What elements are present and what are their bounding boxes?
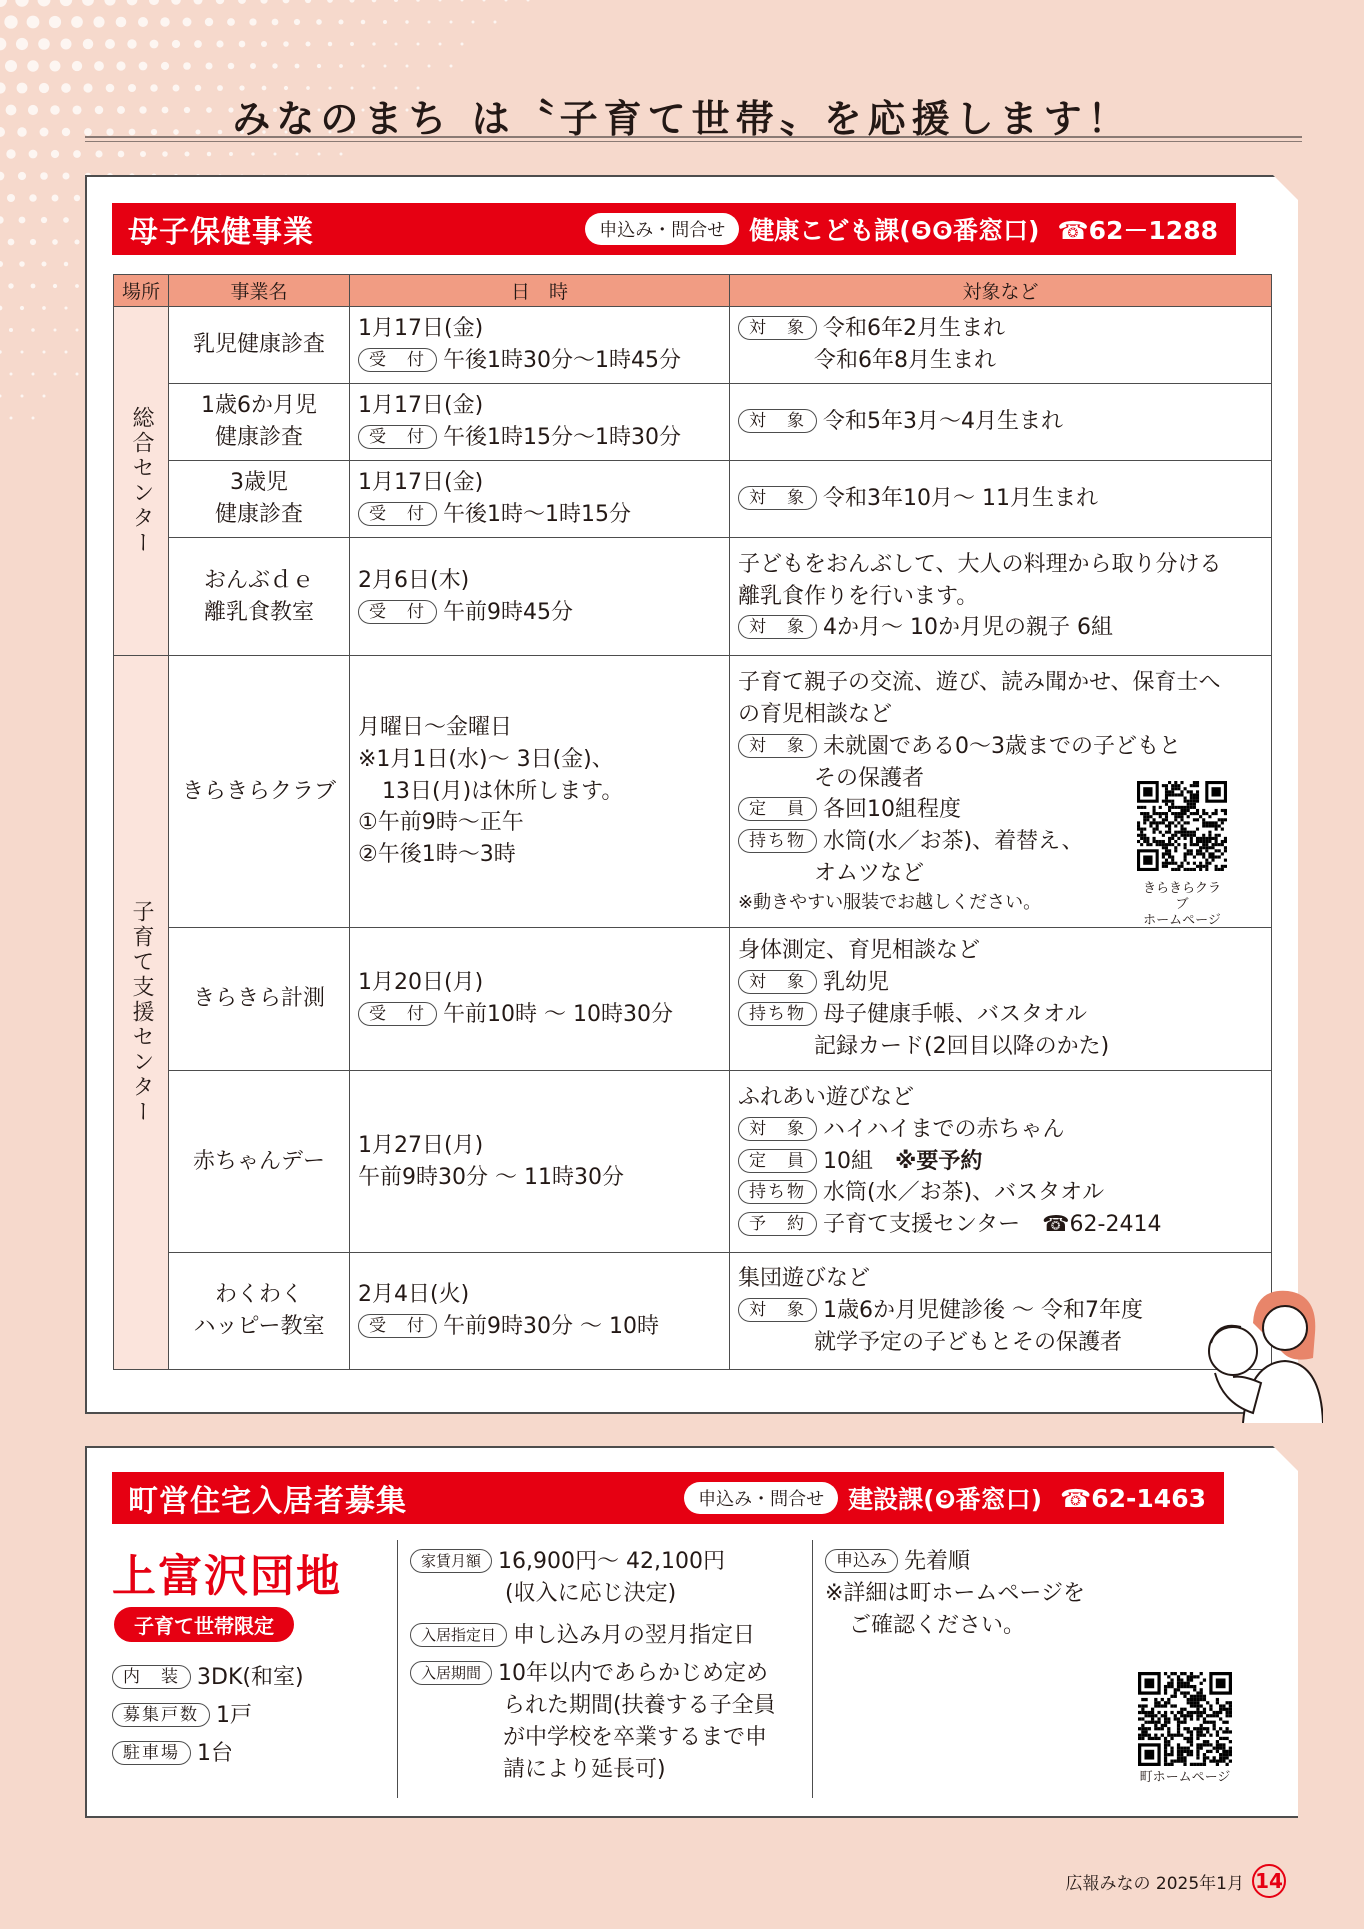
dot [316,19,322,25]
section-header [112,203,1236,255]
dot [395,43,398,46]
column-header: 事業名 [169,275,350,307]
table-row [114,1253,1272,1370]
dot [15,0,28,7]
event-name: 乳児健康診査 [169,307,350,384]
dot [328,42,332,46]
dot [31,284,36,289]
dot [384,65,387,68]
dot [439,43,442,46]
dot [0,350,2,353]
period-info: 入居期間 10年以内であらかじめ定め られた期間(扶養する子全員 が中学校を卒業するまで申 請により延長可) [410,1658,776,1786]
dot [38,38,50,50]
dot [74,195,80,201]
event-target: 子どもをおんぶして、大人の料理から取り分ける 離乳食作りを行います。 対 象 4か月～ 10か月児の親子 6組 [730,538,1272,656]
dot [450,65,453,68]
dot [93,16,104,27]
dot [428,65,431,68]
contact-tel: ☎62－1288 [1057,216,1218,245]
table-row [114,461,1272,538]
event-date: 1月20日(月) 受 付 午前10時 ～ 10時30分 [350,928,730,1071]
schedule-table [113,274,1272,1370]
dot [71,16,83,28]
dot [228,63,235,70]
dot [21,395,24,398]
town-hp-qr[interactable]: 町ホームページ [1138,1672,1232,1786]
dot [54,329,57,332]
dot [483,0,486,2]
contact-label: 申込み・問合せ [684,1482,838,1514]
dot [305,0,311,3]
dot [116,17,127,28]
dot [29,150,38,159]
dot [260,0,267,4]
dot [472,21,475,24]
dot [340,153,343,156]
event-target: 集団遊びなど 対 象 1歳6か月児健診後 ～ 令和7年度 就学予定の子どもとその保護者 [730,1253,1272,1370]
event-name: 3歳児 健康診査 [169,461,350,538]
event-target: 身体測定、育児相談など 対 象 乳幼児 持ち物 母子健康手帳、バスタオル 記録カード(2回目以降のかた) [730,928,1272,1071]
dot [172,40,180,48]
dot [0,0,7,7]
dot [0,172,4,181]
dot [63,217,69,223]
dot [50,61,61,72]
dot [42,262,47,267]
dot [261,41,267,47]
dot [229,152,233,156]
event-date: 1月27日(月) 午前9時30分 ～ 11時30分 [350,1071,730,1253]
contact-label: 申込み・問合せ [585,213,739,245]
dot [0,395,2,398]
dot [428,21,431,24]
dot [327,0,333,3]
dot [416,0,420,2]
dot [249,18,256,25]
dot [32,417,35,420]
dot [75,284,79,288]
dot [5,60,17,72]
dot [7,194,15,202]
dot [74,239,79,244]
dot [450,21,453,24]
mother-child-illustration [1193,1283,1323,1423]
dot [505,0,508,2]
dot [118,151,125,158]
page-title: みなのまち は〝子育て世帯〟を応援します！ [232,97,1132,141]
dot [238,0,246,4]
dot [27,60,38,71]
event-name: おんぶｄｅ 離乳食教室 [169,538,350,656]
dot [318,153,321,156]
apply-info: 申込み 先着順 ※詳細は町ホームページを ご確認ください。 [825,1549,1085,1638]
divider [812,1540,813,1798]
dot [160,17,169,26]
event-date: 1月17日(金) 受 付 午後1時30分～1時45分 [350,307,730,384]
dot [0,261,3,267]
dot [339,64,343,68]
dot [6,149,15,158]
info-row: 内 装 3DK(和室) [112,1660,304,1691]
dot [49,16,61,28]
dot [116,61,125,70]
event-date: 2月4日(火) 受 付 午前9時30分 ～ 10時 [350,1253,730,1370]
dot [60,0,72,6]
dot [417,43,420,46]
dot [43,351,46,354]
rent-info: 家賃月額 16,900円～ 42,100円 (収入に応じ決定) [410,1546,725,1610]
dot [62,172,69,179]
dot [272,19,279,26]
section-title: 母子保健事業 [128,215,314,250]
dot [65,351,68,354]
dot [350,42,354,46]
event-target: ふれあい遊びなど 対 象 ハイハイまでの赤ちゃん 定 員 10組 ※要予約 持ち物 水筒(水／お茶)、バスタオル 予 約 子育て支援センター ☎62-2414 [730,1071,1272,1253]
dot [53,284,57,288]
dot [32,373,35,376]
dot [95,150,102,157]
table-row [114,538,1272,656]
dot [205,18,213,26]
event-date: 1月17日(金) 受 付 午後1時15分～1時30分 [350,384,730,461]
dot [406,65,409,68]
dot [104,0,115,6]
dot [105,39,115,49]
event-date: 2月6日(木) 受 付 午前9時45分 [350,538,730,656]
dot [162,151,168,157]
divider [397,1540,398,1798]
dot [161,62,169,70]
dot [185,152,190,157]
dot [52,195,59,202]
dot [306,42,311,47]
table-row [114,928,1272,1071]
dot [239,41,246,48]
dot [54,373,57,376]
dot [394,0,398,2]
limited-badge: 子育て世帯限定 [114,1607,294,1642]
dot [10,417,13,420]
place-cell: 総合センター [114,307,169,656]
dot [16,38,28,50]
dot [205,62,212,69]
column-header: 場所 [114,275,169,307]
dot [94,61,104,71]
event-name: わくわく ハッピー教室 [169,1253,350,1370]
dot [338,19,343,24]
place-cell: 子育て支援センター [114,656,169,1370]
dot [183,62,191,70]
dot [461,0,464,2]
page-number: 14 [1252,1864,1286,1898]
event-target: 子育て親子の交流、遊び、読み聞かせ、保育士へ の育児相談など 対 象 未就園である0～3歳までの子どもと その保護者 定 員 各回10組程度 持ち物 水筒(水／お茶)、着替え、 オムツなど ※動きやすい服装でお越しください。 きらきらクラブ ホームページ [730,656,1272,928]
dot [283,41,289,47]
dot [250,63,256,69]
dot [64,306,67,309]
dot [76,373,79,376]
dot [361,64,364,67]
section-header [112,1472,1224,1524]
kirakira-qr[interactable]: きらきらクラブ ホームページ [1137,781,1227,930]
dot [51,150,59,158]
dot [295,64,300,69]
dot [139,62,148,71]
contact-dept: 健康こども課(❺❻番窓口) [749,216,1040,245]
dot [171,0,181,5]
table-row [114,1071,1272,1253]
dot [183,18,192,27]
dot [31,328,35,332]
dot [38,0,51,6]
event-name: きらきら計測 [169,928,350,1071]
event-date: 1月17日(金) 受 付 午後1時～1時15分 [350,461,730,538]
dot [494,21,497,24]
footer-text: 広報みなの 2025年1月 [1065,1873,1244,1894]
table-header-row [114,275,1272,307]
dot [405,20,408,23]
dot [272,63,277,68]
table-row [114,656,1272,928]
dot [296,153,299,156]
dot [527,0,530,2]
dot [0,216,4,223]
dot [82,0,94,6]
dot [29,194,37,202]
dot [83,39,93,49]
estate-name: 上富沢団地 [112,1551,342,1602]
dot [73,150,81,158]
dot [361,20,366,25]
dot [0,306,2,311]
dot [4,15,17,28]
dot [317,64,321,68]
dot [40,172,48,180]
dot [216,0,225,4]
event-target: 対 象 令和3年10月～ 11月生まれ [730,461,1272,538]
event-target: 対 象 令和6年2月生まれ 令和6年8月生まれ [730,307,1272,384]
move-in-info: 入居指定日 申し込み月の翌月指定日 [410,1618,755,1649]
dot [138,17,148,27]
dot [27,16,40,29]
event-name: きらきらクラブ [169,656,350,928]
dot [21,351,24,354]
dot [30,239,36,245]
dot [274,153,277,156]
dot [294,19,300,25]
dot [372,42,375,45]
dot [42,306,46,310]
dot [150,40,159,49]
dot [0,38,6,51]
dot [140,151,146,157]
event-name: 1歳6か月児 健康診査 [169,384,350,461]
dot [227,18,235,26]
info-row: 募集戸数 1戸 [112,1698,252,1729]
dot [64,262,68,266]
dot [20,306,24,310]
column-header: 日 時 [350,275,730,307]
dot [283,0,290,3]
dot [193,0,202,5]
dot [18,172,26,180]
dot [19,217,26,224]
dot [349,0,354,3]
dot [41,217,47,223]
contact-dept: 建設課(❾番窓口) [848,1485,1043,1514]
qr-code-icon [1138,1672,1232,1766]
dot [251,152,254,155]
footer [1066,1864,1286,1898]
table-row [114,384,1272,461]
event-target: 対 象 令和5年3月～4月生まれ [730,384,1272,461]
dot [19,261,25,267]
column-header: 対象など [730,275,1272,307]
dot [127,0,138,5]
dot [383,20,387,24]
dot [194,40,202,48]
dot [216,40,223,47]
dot [10,373,13,376]
dot [72,61,82,71]
dot [207,152,211,156]
dot [461,43,464,46]
dot [76,329,79,332]
dot [52,239,58,245]
dot [43,395,46,398]
event-date: 月曜日～金曜日 ※1月1日(水)～ 3日(金)、 13日(月)は休所します。 ①午前9時～正午 ②午後1時～3時 [350,656,730,928]
table-row [114,307,1272,384]
title-underline [85,136,1302,142]
dot [8,239,15,246]
info-row: 駐車場 1台 [112,1736,233,1767]
dot [372,0,377,2]
dot [439,0,442,2]
section-title: 町営住宅入居者募集 [128,1484,407,1519]
contact-tel: ☎62-1463 [1060,1483,1206,1513]
dot [60,38,71,49]
dot [8,283,13,288]
dot [149,0,159,5]
dot [9,328,13,332]
dot [127,39,136,48]
event-name: 赤ちゃんデー [169,1071,350,1253]
qr-code-icon [1137,781,1227,871]
